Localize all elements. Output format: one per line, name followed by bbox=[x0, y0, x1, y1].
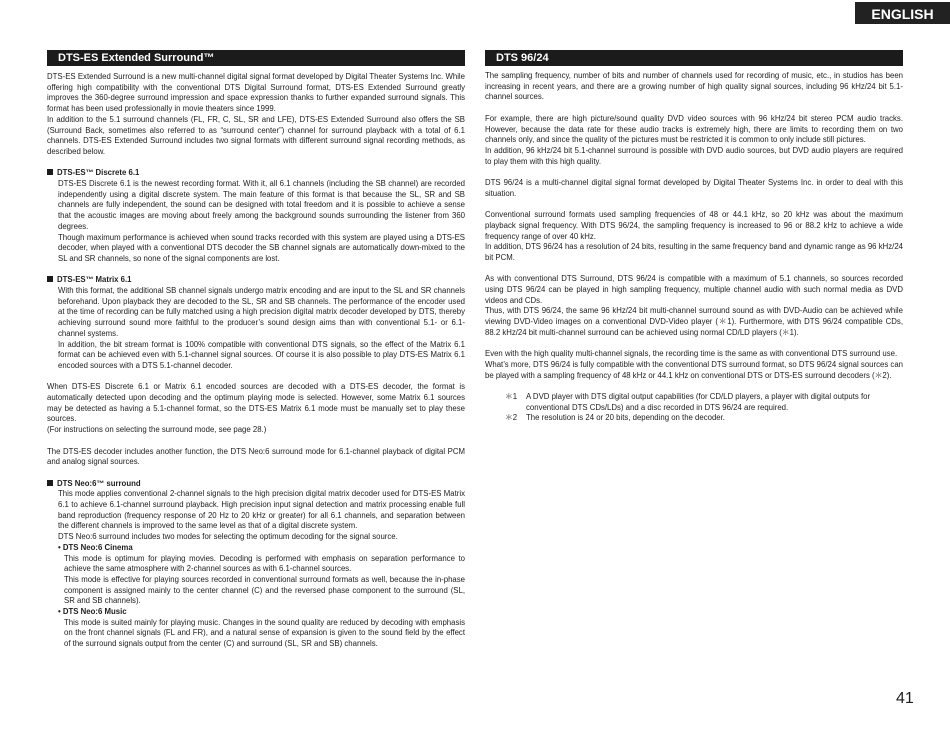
language-tab: ENGLISH bbox=[855, 2, 950, 24]
paragraph: What’s more, DTS 96/24 is fully compatible with the conventional DTS surround format, so DTS 96/24 signal sources can be played with a sampling frequency of 48 kHz or 44.1 kHz on conventional DTS or DTS-ES surround decoders (＊2). bbox=[485, 359, 903, 380]
subheading-text: DTS Neo:6™ surround bbox=[57, 478, 141, 488]
paragraph: The DTS-ES decoder includes another function, the DTS Neo:6 surround mode for 6.1-channel playback of digital PCM and analog signal sources. bbox=[47, 446, 465, 467]
subheading-text: DTS-ES™ Discrete 6.1 bbox=[57, 168, 140, 178]
paragraph: Conventional surround formats used sampling frequencies of 48 or 44.1 kHz, so 20 kHz was about the maximum playback signal frequency. With DTS 96/24, the sampling frequency is increased to 96 or 88.2 kHz to achieve a wide frequency range of over 40 kHz. bbox=[485, 210, 903, 241]
section-title-dts-96-24: DTS 96/24 bbox=[485, 50, 903, 66]
subheading-matrix bbox=[47, 275, 465, 286]
footnote-text: A DVD player with DTS digital output capabilities (for CD/LD players, a player with digital outputs for conventional DTS CDs/LDs) and a disc recorded in DTS 96/24 are required. bbox=[526, 392, 871, 412]
paragraph: Though maximum performance is achieved when sound tracks recorded with this system are played using a DTS-ES decoder, when played with a conventional DTS decoder the SB channel signals are automatically down-mixed to the SL and SR channels, so none of the signal components are lost. bbox=[58, 232, 465, 263]
paragraph: Thus, with DTS 96/24, the same 96 kHz/24 bit multi-channel surround sound as with DVD-Audio can be achieved while viewing DVD-Video images on a conventional DVD-Video player (＊1). Furthermore, with DTS 96/24 compatible CDs, 88.2 kHz/24 bit multi-channel surround can be achieved using normal CD/LD players (＊1). bbox=[485, 306, 903, 337]
paragraph: In addition to the 5.1 surround channels (FL, FR, C, SL, SR and LFE), DTS-ES Extended Surround also offers the SB (Surround Back, sometimes also referred to as “surround center”) channel for surround playback with a total of 6.1 channels. DTS-ES Extended Surround includes two signal formats with different surround signal recording methods, as described below. bbox=[47, 114, 465, 156]
paragraph: DTS Neo:6 surround includes two modes for selecting the optimum decoding for the signal source. bbox=[58, 532, 398, 542]
left-column bbox=[47, 50, 465, 650]
paragraph: DTS-ES Extended Surround is a new multi-channel digital signal format developed by Digital Theater Systems Inc. While offering high compatibility with the conventional DTS Digital Surround format, DTS-ES Extended Surround greatly improves the 360-degree surround impression and space expression thanks to further expanded surround signals. This format has been used professionally in movie theaters since 1999. bbox=[47, 72, 465, 114]
square-bullet-icon bbox=[47, 169, 53, 175]
paragraph: This mode is suited mainly for playing music. Changes in the sound quality are reduced by decoding with emphasis on the front channel signals (FL and FR), and a natural sense of expansion is given to the sound field by the effect of the surround signals output from the center (C) and surround (SL, SR and SB) channels. bbox=[64, 617, 465, 649]
paragraph: This mode is optimum for playing movies. Decoding is performed with emphasis on separation performance to achieve the same atmosphere with 2-channel sources as with 6.1-channel sources. bbox=[64, 553, 465, 574]
paragraph: In addition, DTS 96/24 has a resolution of 24 bits, resulting in the same frequency band and dynamic range as 96 kHz/24 bit PCM. bbox=[485, 242, 903, 262]
footnote-mark: ＊2 bbox=[505, 413, 518, 423]
subheading-text: DTS-ES™ Matrix 6.1 bbox=[57, 275, 132, 285]
paragraph: This mode is effective for playing sources recorded in conventional surround formats as well, because the in-phase component is assigned mainly to the center channel (C) and the reversed phase component to the surround (SL, SR and SB channels). bbox=[64, 574, 465, 606]
paragraph: The sampling frequency, number of bits and number of channels used for recording of music, etc., in studios has been increasing in recent years, and there are a growing number of high quality signal sources, including 96 kHz/24 bit 5.1-channel sources. bbox=[485, 71, 903, 102]
paragraph: For example, there are high picture/sound quality DVD video sources with 96 kHz/24 bit stereo PCM audio tracks. However, because the data rate for these audio tracks is extremely high, there are limits to recording them on two channels only, and since the quality of the pictures must be restricted it is common to only include still pictures. bbox=[485, 113, 903, 145]
right-column bbox=[485, 50, 903, 424]
paragraph: With this format, the additional SB channel signals undergo matrix encoding and are input to the SL and SR channels beforehand. Upon playback they are decoded to the SL, SR and SB channels. The performance of the encoder used at the time of recording can be fully matched using a high precision digital matrix decoder developed by DTS, thereby achieving surround sound more faithful to the producer’s sound design aims than with conventional 5.1- or 6.1-channel systems. bbox=[58, 286, 465, 338]
paragraph: This mode applies conventional 2-channel signals to the high precision digital matrix decoder used for DTS-ES Matrix 6.1 to achieve 6.1-channel surround playback. High precision input signal detection and matrix processing enable full band reproduction (frequency response of 20 Hz to 20 kHz or greater) for all 6.1 channels, and separation between the different channels is improved to the same level as that of a digital discrete system. bbox=[58, 489, 465, 531]
footnote-text: The resolution is 24 or 20 bits, depending on the decoder. bbox=[526, 413, 725, 423]
paragraph: In addition, the bit stream format is 100% compatible with conventional DTS signals, so the effect of the Matrix 6.1 format can be achieved even with 5.1-channel signal sources. Of course it is also possible to play DTS-ES Matrix 6.1 encoded sources with a DTS 5.1-channel decoder. bbox=[58, 339, 465, 370]
paragraph: As with conventional DTS Surround, DTS 96/24 is compatible with a maximum of 5.1 channels, so sources recorded using DTS 96/24 can be played in high sampling frequency, multiple channel audio with such normal media as DVD videos and CDs. bbox=[485, 274, 903, 305]
footnote-mark: ＊1 bbox=[505, 392, 518, 401]
paragraph: When DTS-ES Discrete 6.1 or Matrix 6.1 encoded sources are decoded with a DTS-ES decoder, the format is automatically detected upon decoding and the optimum playing mode is selected. However, some Matrix 6.1 sources may be detected as having a 5.1-channel format, so the DTS-ES Matrix 6.1 mode must be manually set to play these sources. bbox=[47, 382, 465, 424]
paragraph: In addition, 96 kHz/24 bit 5.1-channel surround is possible with DVD audio sources, but DVD audio players are required to play them with this high quality. bbox=[485, 145, 903, 166]
paragraph: Even with the high quality multi-channel signals, the recording time is the same as with conventional DTS surround use. bbox=[485, 349, 898, 359]
footnote-2 bbox=[485, 413, 903, 424]
bullet-heading-music: • DTS Neo:6 Music bbox=[58, 607, 127, 617]
footnote-1 bbox=[485, 392, 903, 413]
subheading-discrete bbox=[47, 168, 465, 179]
section-title-dts-es: DTS-ES Extended Surround™ bbox=[47, 50, 465, 66]
square-bullet-icon bbox=[47, 480, 53, 486]
paragraph: (For instructions on selecting the surround mode, see page 28.) bbox=[47, 425, 267, 435]
paragraph: DTS-ES Discrete 6.1 is the newest recording format. With it, all 6.1 channels (including the SB channel) are recorded independently using a digital discrete system. The main feature of this format is that because the SL, SR and SB channels are fully independent, the sound can be designed with total freedom and it is possible to achieve a sense that the acoustic images are moving about freely among the background sounds surrounding the listener from 360 degrees. bbox=[58, 179, 465, 231]
subheading-neo6 bbox=[47, 479, 465, 490]
paragraph: DTS 96/24 is a multi-channel digital signal format developed by Digital Theater Systems Inc. in order to deal with this situation. bbox=[485, 178, 903, 198]
bullet-heading-cinema: • DTS Neo:6 Cinema bbox=[58, 542, 133, 552]
square-bullet-icon bbox=[47, 276, 53, 282]
page-number: 41 bbox=[896, 690, 914, 707]
